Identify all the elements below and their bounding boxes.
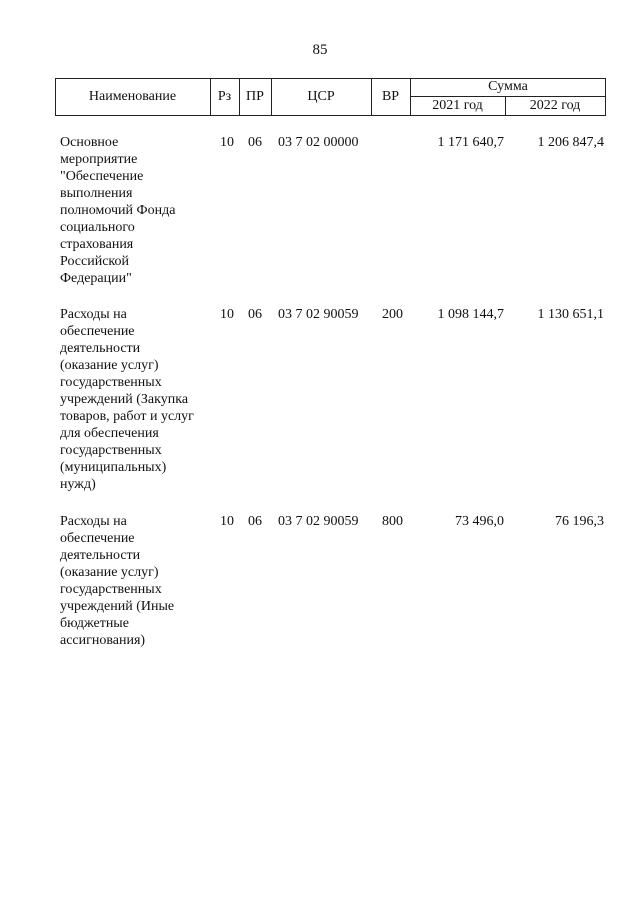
row-sum-2022: 1 206 847,4 — [537, 135, 604, 150]
row-csr: 03 7 02 90059 — [278, 307, 359, 322]
row-pr: 06 — [248, 135, 262, 150]
row-pr: 06 — [248, 514, 262, 529]
header-sum: Сумма — [488, 79, 528, 94]
row-rz: 10 — [220, 135, 234, 150]
row-rz: 10 — [220, 307, 234, 322]
row-name: Расходы на обеспечение деятельности (оказание услуг) государственных учреждений (Иные бюджетные ассигнования) — [60, 514, 175, 648]
row-pr: 06 — [248, 307, 262, 322]
row-vr: 200 — [382, 307, 403, 322]
header-year-2022: 2022 год — [529, 97, 581, 113]
header-pr: ПР — [246, 89, 264, 104]
header-vr: ВР — [381, 89, 400, 104]
header-name: Наименование — [88, 89, 177, 104]
row-sum-2021: 1 171 640,7 — [437, 135, 504, 150]
header-rz: Рз — [217, 89, 232, 104]
row-csr: 03 7 02 00000 — [278, 135, 359, 150]
row-sum-2022: 76 196,3 — [555, 514, 604, 529]
row-sum-2021: 73 496,0 — [455, 514, 504, 529]
header-year-2021: 2021 год — [432, 97, 483, 113]
row-csr: 03 7 02 90059 — [278, 514, 359, 529]
row-sum-2021: 1 098 144,7 — [437, 307, 504, 322]
header-csr: ЦСР — [307, 89, 335, 104]
row-name: Основное мероприятие "Обеспечение выполнения полномочий Фонда социального страхования Российской Федерации" — [60, 135, 176, 286]
row-vr: 800 — [382, 514, 403, 529]
row-rz: 10 — [220, 514, 234, 529]
row-name: Расходы на обеспечение деятельности (оказание услуг) государственных учреждений (Закупка товаров, работ и услуг для обеспечения государственных (муниципальных) нужд) — [60, 307, 194, 492]
table-header — [55, 78, 606, 116]
row-sum-2022: 1 130 651,1 — [537, 307, 604, 322]
page-number: 85 — [312, 42, 328, 58]
